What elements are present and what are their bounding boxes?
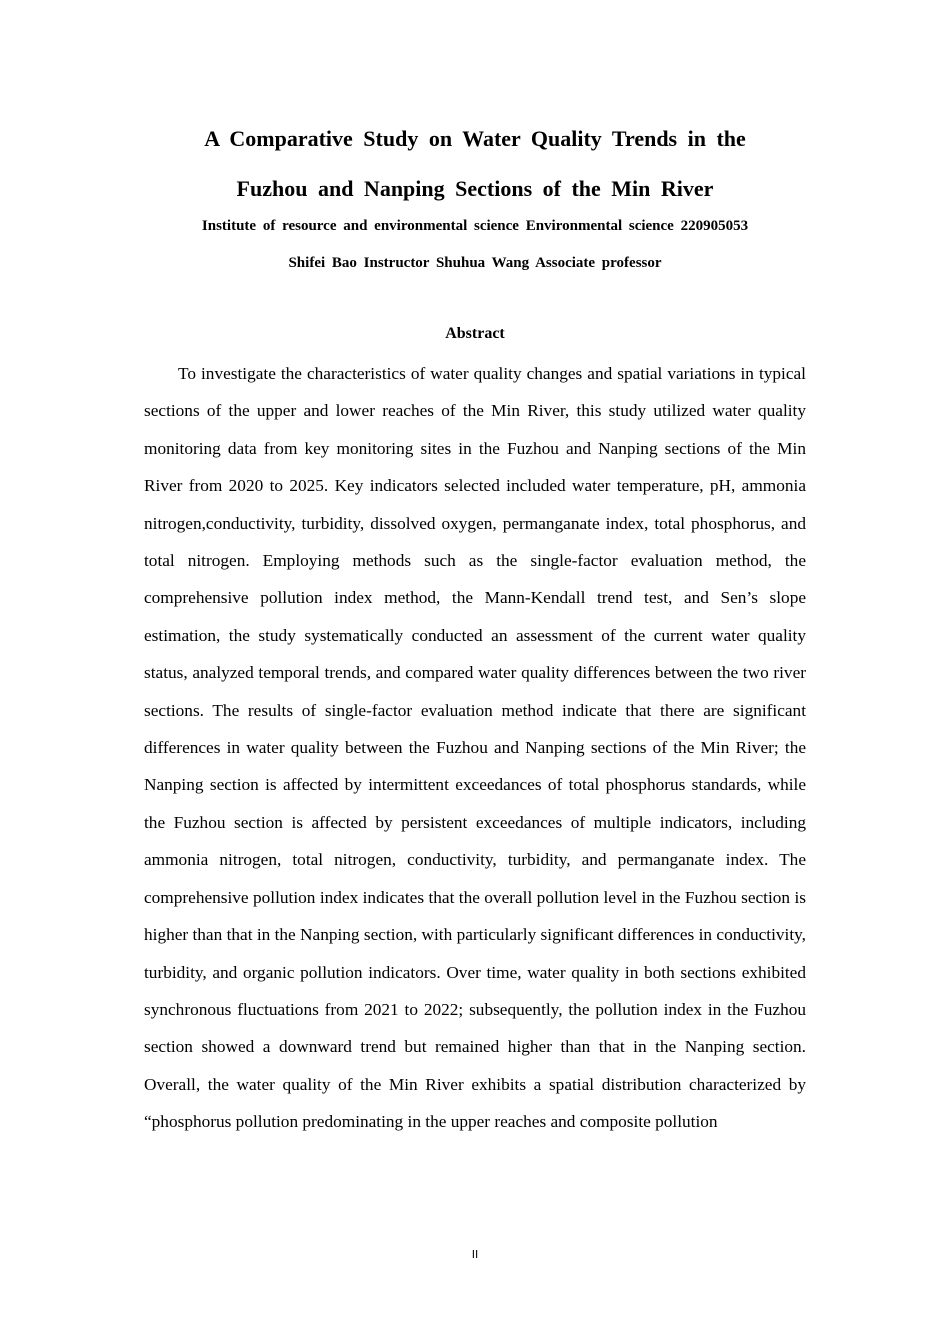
page-number: II	[471, 1248, 479, 1261]
abstract-body: To investigate the characteristics of water quality changes and spatial variations in typical sections of the upper and lower reaches of the Min River, this study utilized water quality monitoring data from key monitoring sites in the Fuzhou and Nanping sections of the Min River from 2020 to 2025. Key indicators selected included water temperature, pH, ammonia nitrogen,conductivity, turbidity, dissolved oxygen, permanganate index, total phosphorus, and total nitrogen. Employing methods such as the single-factor evaluation method, the comprehensive pollution index method, the Mann-Kendall trend test, and Sen’s slope estimation, the study systematically conducted an assessment of the current water quality status, analyzed temporal trends, and compared water quality differences between the two river sections. The results of single-factor evaluation method indicate that there are significant differences in water quality between the Fuzhou and Nanping sections of the Min River; the Nanping section is affected by intermittent exceedances of total phosphorus standards, while the Fuzhou section is affected by persistent exceedances of multiple indicators, including ammonia nitrogen, total nitrogen, conductivity, turbidity, and permanganate index. The comprehensive pollution index indicates that the overall pollution level in the Fuzhou section is higher than that in the Nanping section, with particularly significant differences in conductivity, turbidity, and organic pollution indicators. Over time, water quality in both sections exhibited synchronous fluctuations from 2021 to 2022; subsequently, the pollution index in the Fuzhou section showed a downward trend but remained higher than that in the Nanping section. Overall, the water quality of the Min River exhibits a spatial distribution characterized by “phosphorus pollution predominating in the upper reaches and composite pollution	[144, 364, 806, 1132]
author-names: Shifei Bao Instructor Shuhua Wang Associate professor	[288, 255, 662, 271]
paper-title-line-2: Fuzhou and Nanping Sections of the Min River	[236, 176, 714, 201]
author-affiliation: Institute of resource and environmental science Environmental science 220905053	[201, 218, 749, 234]
abstract-heading: Abstract	[445, 325, 505, 342]
paper-title-line-1: A Comparative Study on Water Quality Trends in the	[204, 126, 746, 151]
